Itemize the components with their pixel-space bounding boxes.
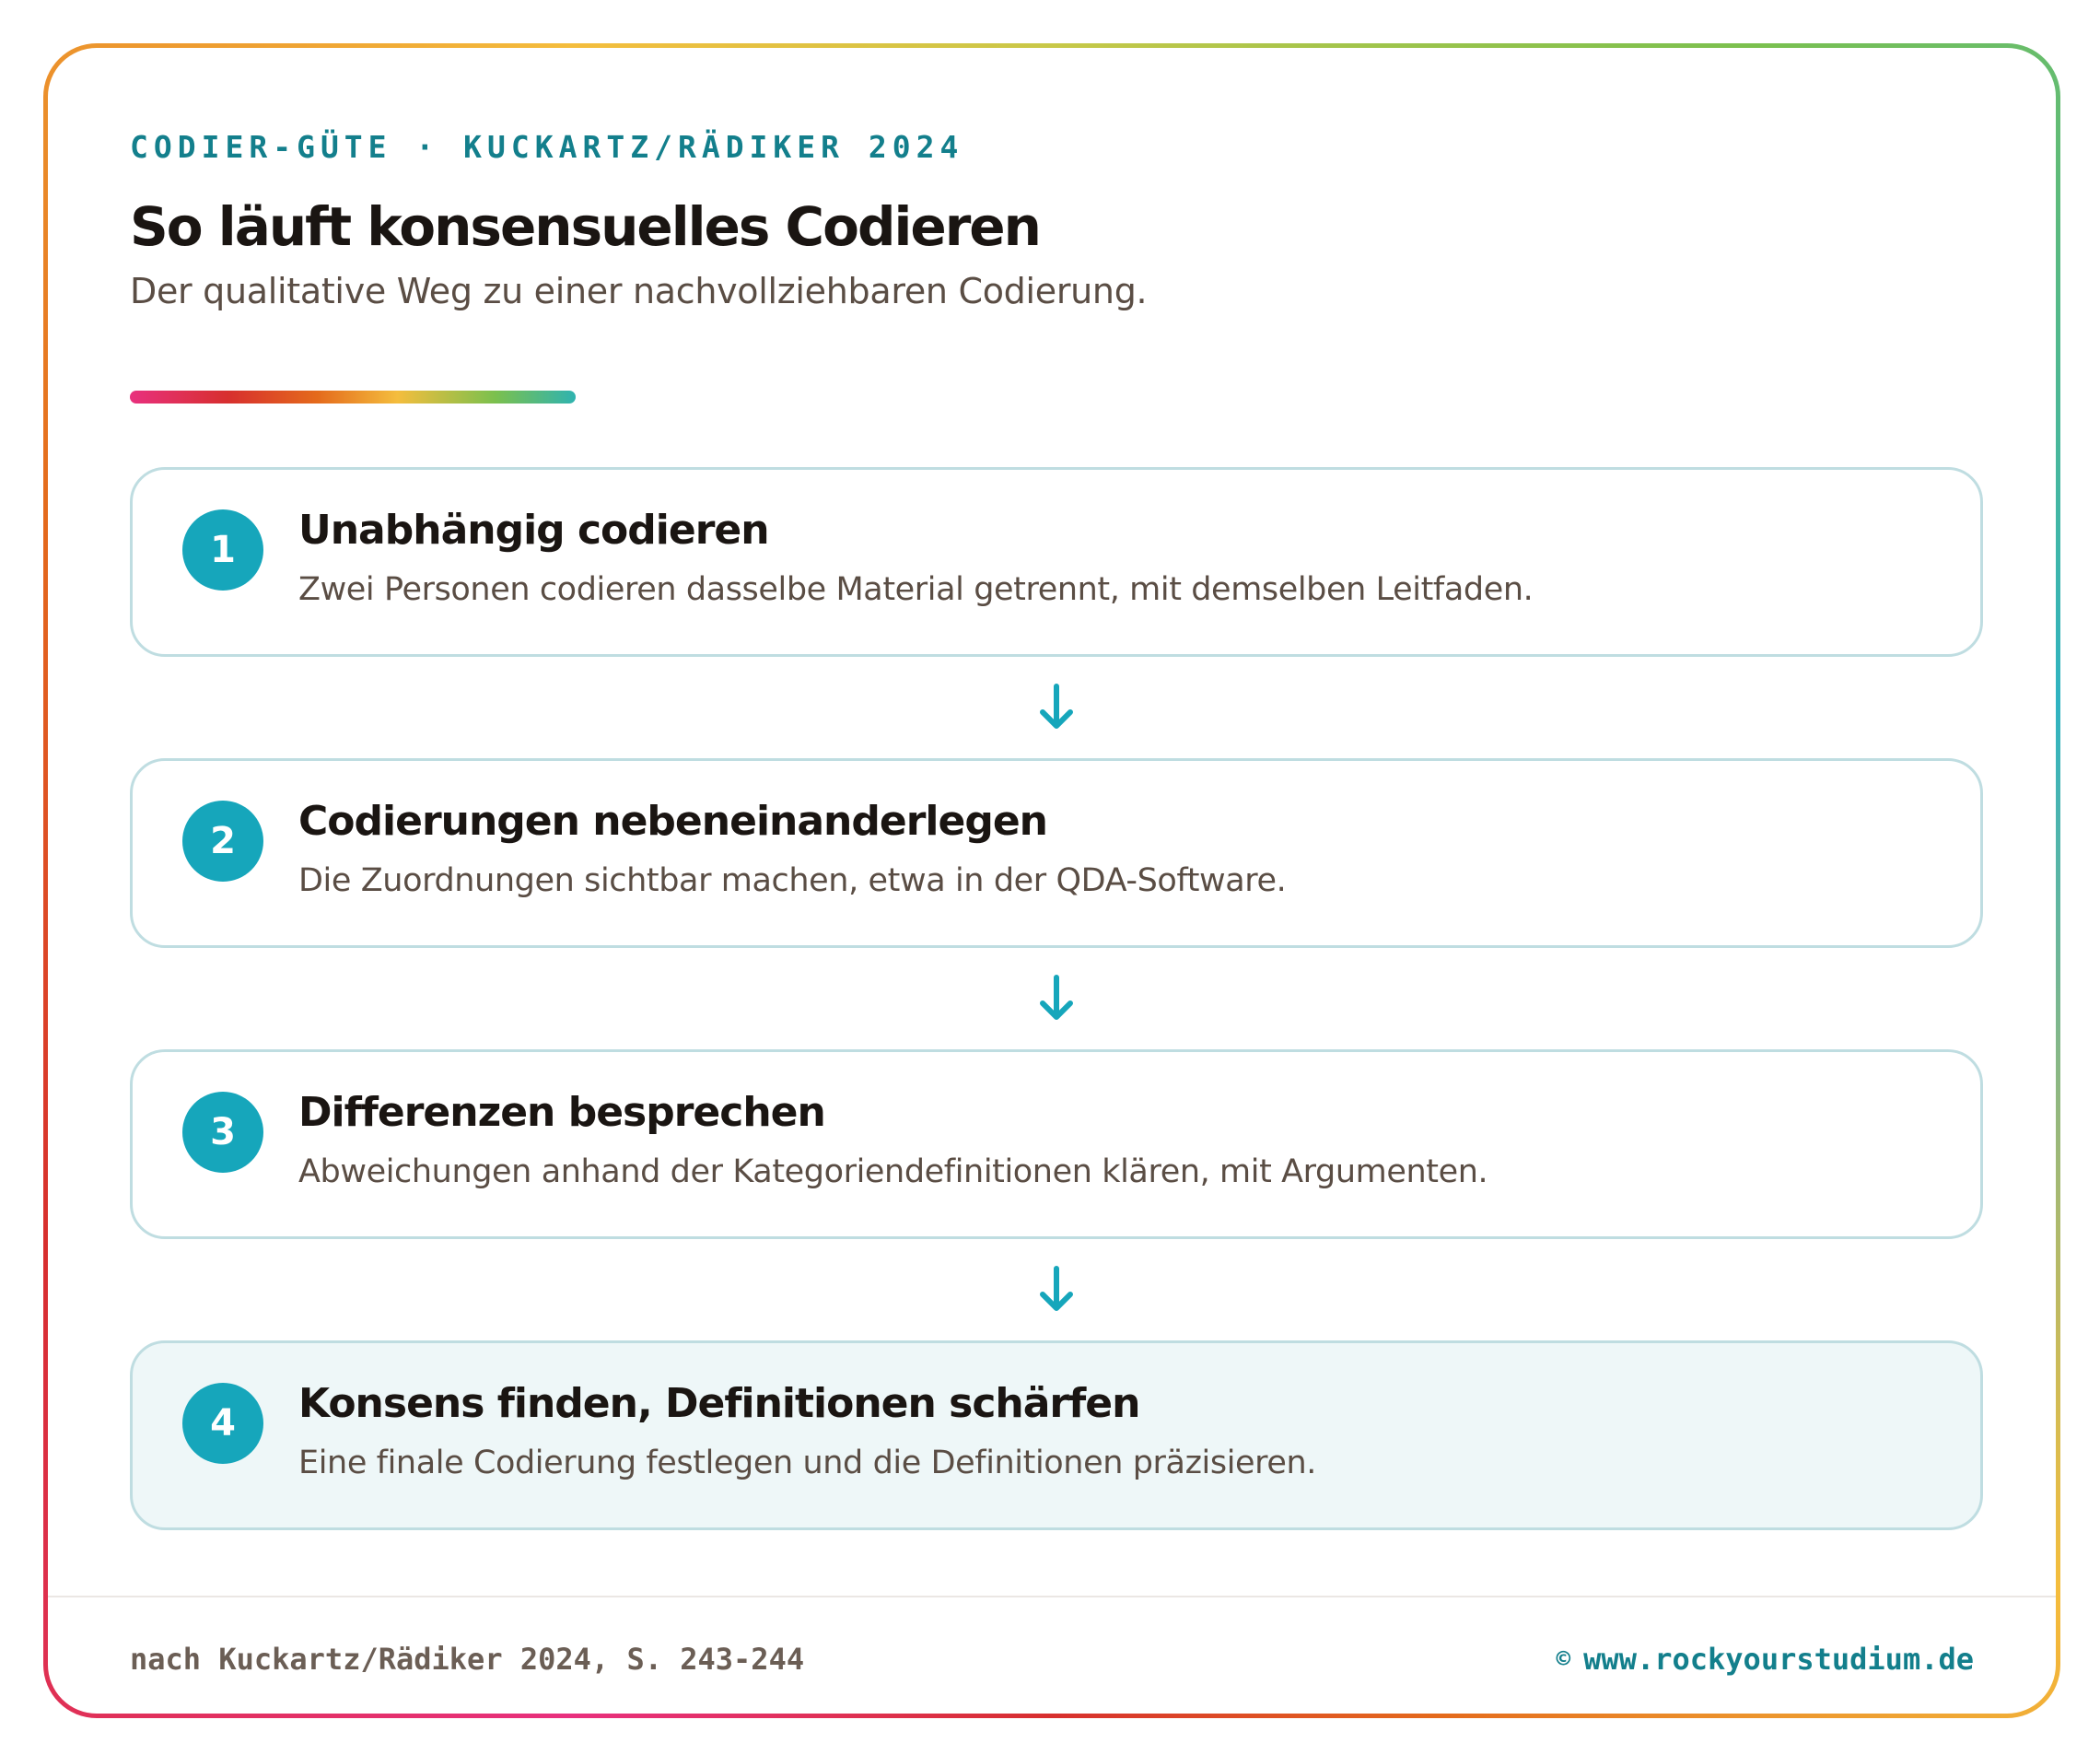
step-title: Codierungen nebeneinanderlegen xyxy=(298,798,1047,845)
page-title: So läuft konsensuelles Codieren xyxy=(130,195,1040,258)
copyright-icon: © xyxy=(1556,1645,1571,1673)
arrow-down-icon xyxy=(1033,973,1079,1024)
process-steps xyxy=(130,467,1983,1530)
website-link[interactable]: www.rockyourstudium.de xyxy=(1583,1642,1974,1677)
step-title: Differenzen besprechen xyxy=(298,1089,825,1136)
step-connector xyxy=(130,657,1983,758)
step-number-badge: 1 xyxy=(182,509,263,591)
step-description: Eine finale Codierung festlegen und die Definitionen präzisieren. xyxy=(298,1445,1317,1481)
step-description: Zwei Personen codieren dasselbe Material getrennt, mit demselben Leitfaden. xyxy=(298,571,1534,608)
step-connector xyxy=(130,1239,1983,1340)
gradient-frame xyxy=(43,43,2060,1718)
step-connector xyxy=(130,948,1983,1049)
step-number-badge: 3 xyxy=(182,1092,263,1173)
infographic-card xyxy=(48,48,2056,1714)
gradient-divider xyxy=(130,391,576,404)
step-description: Die Zuordnungen sichtbar machen, etwa in der QDA-Software. xyxy=(298,862,1287,899)
step-title: Unabhängig codieren xyxy=(298,507,769,554)
arrow-down-icon xyxy=(1033,682,1079,733)
source-citation: nach Kuckartz/Rädiker 2024, S. 243-244 xyxy=(130,1642,805,1677)
step-card-2 xyxy=(130,758,1983,948)
arrow-down-icon xyxy=(1033,1264,1079,1316)
eyebrow-label: CODIER-GÜTE · KUCKARTZ/RÄDIKER 2024 xyxy=(130,129,964,165)
step-card-4 xyxy=(130,1340,1983,1530)
step-description: Abweichungen anhand der Kategoriendefinitionen klären, mit Argumenten. xyxy=(298,1153,1488,1190)
step-number-badge: 2 xyxy=(182,801,263,882)
step-card-3 xyxy=(130,1049,1983,1239)
step-number-badge: 4 xyxy=(182,1383,263,1464)
step-title: Konsens finden, Definitionen schärfen xyxy=(298,1380,1140,1427)
website-credit xyxy=(1557,1642,1975,1677)
step-card-1 xyxy=(130,467,1983,657)
footer-divider xyxy=(48,1596,2056,1597)
page-subtitle: Der qualitative Weg zu einer nachvollziehbaren Codierung. xyxy=(130,271,1148,311)
